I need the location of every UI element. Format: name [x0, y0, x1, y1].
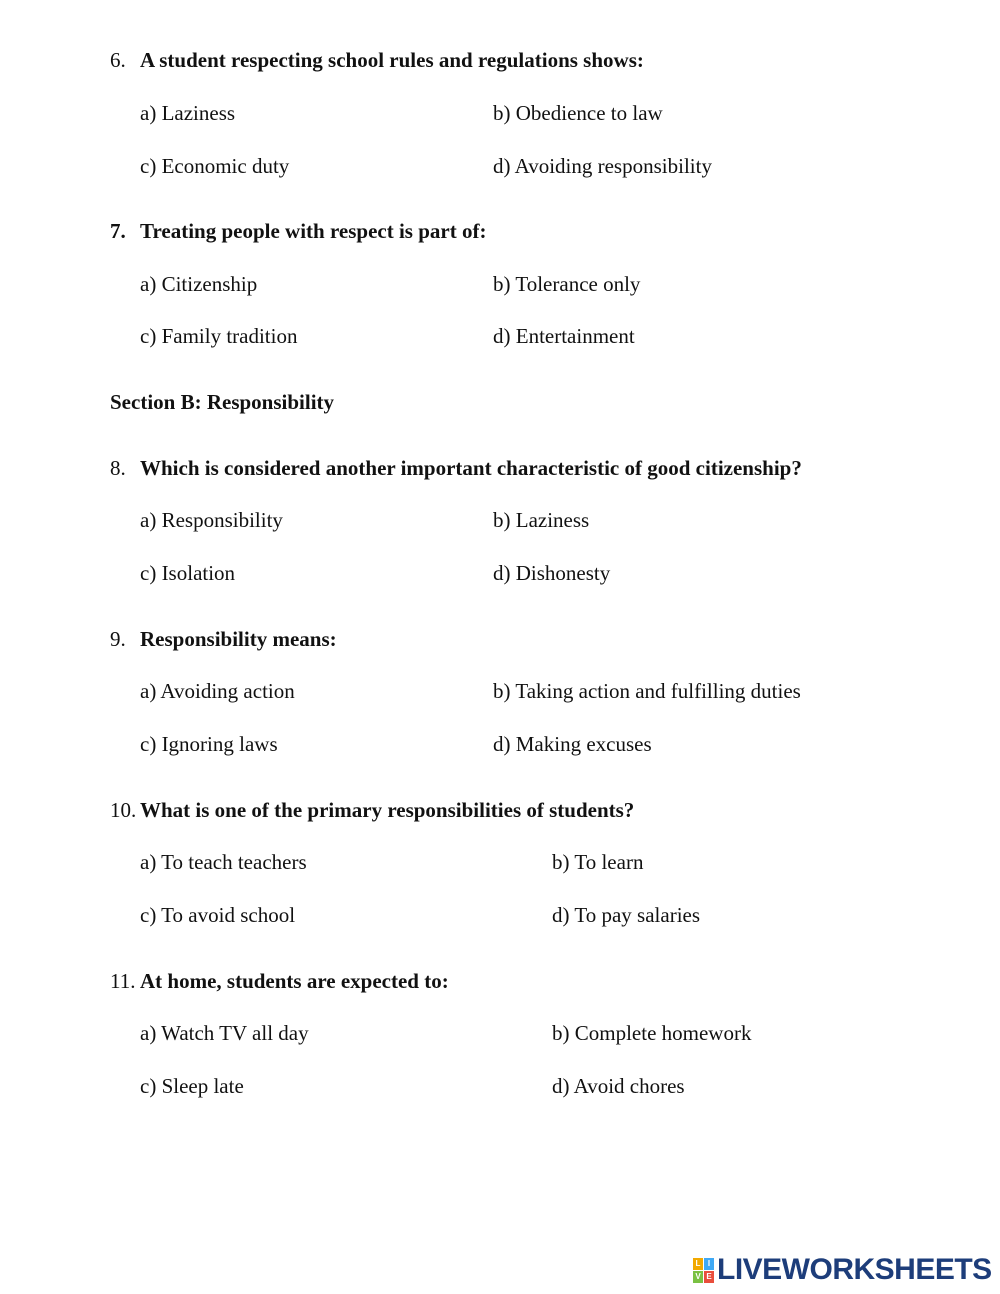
- option-a[interactable]: a) To teach teachers: [140, 850, 307, 874]
- option-a[interactable]: a) Watch TV all day: [140, 1021, 309, 1045]
- option-a[interactable]: a) Citizenship: [140, 272, 258, 296]
- option-b[interactable]: b) To learn: [552, 850, 644, 874]
- option-b[interactable]: b) Complete homework: [552, 1021, 752, 1045]
- question-number: 6.: [110, 48, 126, 72]
- question-text: At home, students are expected to:: [140, 969, 449, 993]
- option-b[interactable]: b) Taking action and fulfilling duties: [493, 679, 801, 703]
- question-text: What is one of the primary responsibilities of students?: [140, 798, 635, 822]
- liveworksheets-logo[interactable]: [693, 1255, 992, 1285]
- section-heading: Section B: Responsibility: [110, 390, 335, 414]
- logo-mark-cell: I: [704, 1258, 714, 1270]
- logo-mark-cell: L: [693, 1258, 703, 1270]
- question-text: Which is considered another important characteristic of good citizenship?: [140, 456, 802, 480]
- question-number: 8.: [110, 456, 126, 480]
- option-d[interactable]: d) Making excuses: [493, 732, 652, 756]
- option-a[interactable]: a) Responsibility: [140, 508, 283, 532]
- option-c[interactable]: c) Family tradition: [140, 324, 298, 348]
- logo-mark-icon: [693, 1258, 714, 1283]
- question-text: Treating people with respect is part of:: [140, 219, 487, 243]
- logo-mark-cell: V: [693, 1271, 703, 1283]
- option-d[interactable]: d) To pay salaries: [552, 903, 701, 927]
- question-number: 7.: [110, 219, 126, 243]
- option-b[interactable]: b) Obedience to law: [493, 101, 663, 125]
- question-number: 11.: [110, 969, 136, 993]
- logo-text: LIVEWORKSHEETS: [717, 1253, 992, 1286]
- option-c[interactable]: c) Economic duty: [140, 154, 290, 178]
- option-d[interactable]: d) Avoid chores: [552, 1074, 685, 1098]
- question-number: 10.: [110, 798, 137, 822]
- option-b[interactable]: b) Laziness: [493, 508, 590, 532]
- logo-mark-cell: E: [704, 1271, 714, 1283]
- option-c[interactable]: c) Sleep late: [140, 1074, 244, 1098]
- option-c[interactable]: c) Ignoring laws: [140, 732, 278, 756]
- option-d[interactable]: d) Dishonesty: [493, 561, 611, 585]
- option-d[interactable]: d) Avoiding responsibility: [493, 154, 712, 178]
- option-c[interactable]: c) Isolation: [140, 561, 236, 585]
- question-text: A student respecting school rules and regulations shows:: [140, 48, 644, 72]
- option-a[interactable]: a) Avoiding action: [140, 679, 295, 703]
- option-d[interactable]: d) Entertainment: [493, 324, 635, 348]
- option-c[interactable]: c) To avoid school: [140, 903, 296, 927]
- option-b[interactable]: b) Tolerance only: [493, 272, 641, 296]
- option-a[interactable]: a) Laziness: [140, 101, 236, 125]
- question-number: 9.: [110, 627, 126, 651]
- question-text: Responsibility means:: [140, 627, 337, 651]
